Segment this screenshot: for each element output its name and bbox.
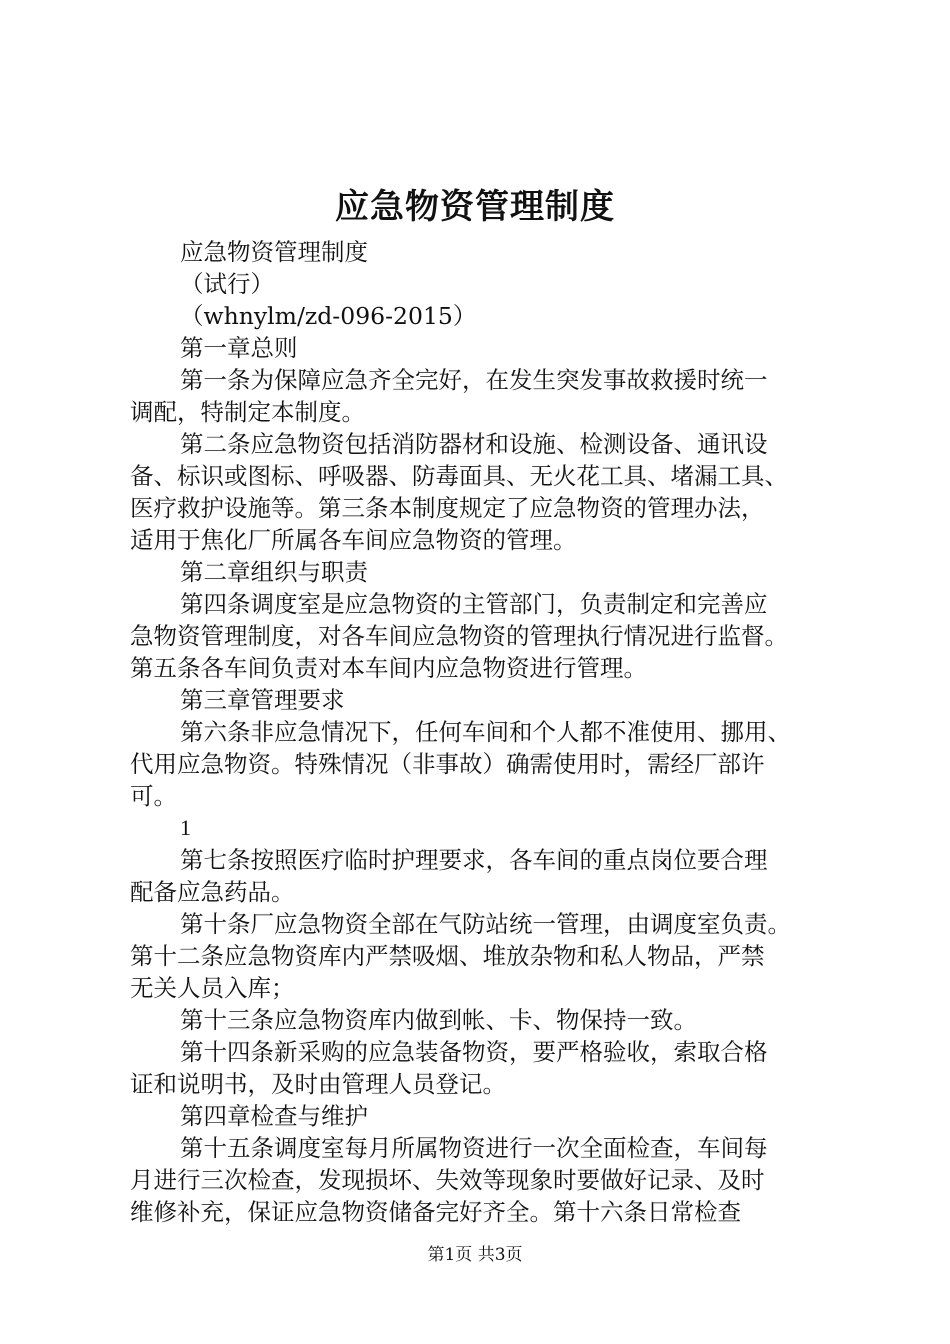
- doc-line: 无关人员入库；: [130, 974, 295, 1002]
- document-body: [130, 236, 835, 1228]
- doc-line: 第六条非应急情况下，任何车间和个人都不准使用、挪用、: [180, 718, 791, 746]
- doc-line: 备、标识或图标、呼吸器、防毒面具、无火花工具、堵漏工具、: [130, 462, 788, 490]
- doc-line: 第十五条调度室每月所属物资进行一次全面检查，车间每: [180, 1134, 768, 1162]
- chapter-heading: 第四章检查与维护: [180, 1102, 368, 1130]
- doc-line: 配备应急药品。: [130, 878, 295, 906]
- doc-line-code: （whnylm/zd-096-2015）: [180, 302, 477, 330]
- document-title: 应急物资管理制度: [335, 187, 615, 227]
- doc-line: 维修补充，保证应急物资储备完好齐全。第十六条日常检查: [130, 1198, 741, 1226]
- doc-line: 急物资管理制度，对各车间应急物资的管理执行情况进行监督。: [130, 622, 788, 650]
- doc-line: 第十条厂应急物资全部在气防站统一管理，由调度室负责。: [180, 910, 791, 938]
- doc-line-subtitle: 应急物资管理制度: [180, 238, 368, 266]
- page-footer: 第1页 共3页: [427, 1245, 523, 1265]
- doc-line: 月进行三次检查，发现损坏、失效等现象时要做好记录、及时: [130, 1166, 765, 1194]
- doc-line: 适用于焦化厂所属各车间应急物资的管理。: [130, 526, 577, 554]
- doc-line: 第十四条新采购的应急装备物资，要严格验收，索取合格: [180, 1038, 768, 1066]
- inline-page-number: 1: [180, 815, 191, 840]
- doc-line: 证和说明书，及时由管理人员登记。: [130, 1070, 506, 1098]
- doc-line: 第一条为保障应急齐全完好，在发生突发事故救援时统一: [180, 366, 768, 394]
- doc-line: 第五条各车间负责对本车间内应急物资进行管理。: [130, 654, 647, 682]
- doc-line: 可。: [130, 782, 177, 810]
- doc-line-trial: （试行）: [180, 270, 274, 298]
- chapter-heading: 第二章组织与职责: [180, 558, 368, 586]
- doc-line: 第七条按照医疗临时护理要求，各车间的重点岗位要合理: [180, 846, 768, 874]
- chapter-heading: 第三章管理要求: [180, 686, 345, 714]
- doc-line: 调配，特制定本制度。: [130, 398, 365, 426]
- doc-line: 第二条应急物资包括消防器材和设施、检测设备、通讯设: [180, 430, 768, 458]
- chapter-heading: 第一章总则: [180, 334, 298, 362]
- doc-line: 第十二条应急物资库内严禁吸烟、堆放杂物和私人物品，严禁: [130, 942, 765, 970]
- doc-line: 第四条调度室是应急物资的主管部门，负责制定和完善应: [180, 590, 768, 618]
- doc-line: 第十三条应急物资库内做到帐、卡、物保持一致。: [180, 1006, 697, 1034]
- doc-line: 医疗救护设施等。第三条本制度规定了应急物资的管理办法，: [130, 494, 765, 522]
- doc-line: 代用应急物资。特殊情况（非事故）确需使用时，需经厂部许: [130, 750, 765, 778]
